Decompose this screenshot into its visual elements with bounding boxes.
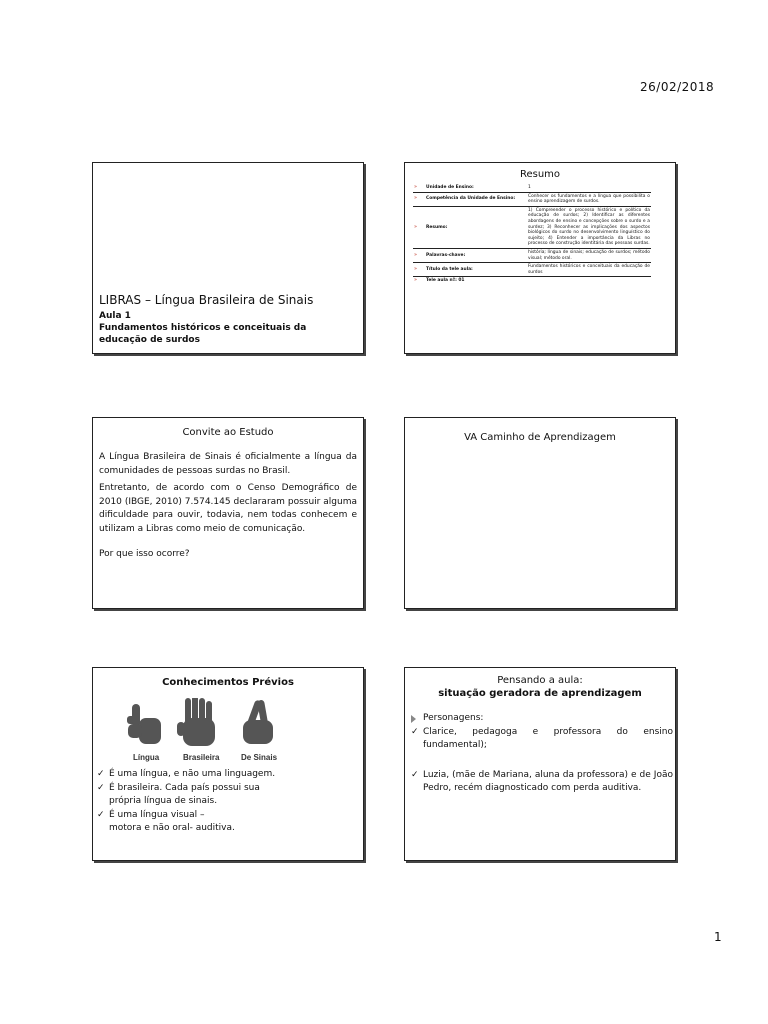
row-key: Tele aula nº: 01: [426, 278, 465, 284]
row-key: Título da tele aula:: [425, 263, 527, 277]
lesson-number: Aula 1: [99, 311, 131, 321]
row-value: [527, 277, 651, 285]
image-label: De Sinais: [241, 753, 278, 762]
image-label: Brasileira: [183, 753, 220, 762]
list-item: [97, 782, 337, 809]
slide-heading: Convite ao Estudo: [182, 427, 274, 438]
row-key: Palavras-chave:: [425, 248, 527, 262]
row-value: 1) Compreender o processo histórico e político da educação de surdos; 2) Identificar as diferentes abordagens de ensino e concepções sobre o surdo e a surdez; 3) Reconhecer as implicações dos aspectos biológicos do surdo no desenvolvimento linguístico do sujeito; 4) Entender a importância da Libras no processo de construção identitária das pessoas surdas.: [527, 206, 651, 248]
paragraph: A Língua Brasileira de Sinais é oficialmente a língua da comunidades de pessoas surdas no Brasil.: [99, 452, 357, 476]
heading-line: Pensando a aula:: [497, 675, 583, 686]
list-item-text: Clarice, pedagoga e professora do ensino fundamental);: [423, 726, 673, 750]
slide-subtitle: [99, 310, 329, 346]
page-number: 1: [714, 930, 722, 944]
row-key: Resumo:: [425, 206, 527, 248]
table-row: [413, 206, 651, 248]
slide-heading: Conhecimentos Prévios: [162, 677, 294, 688]
list-item: [97, 768, 337, 782]
row-value: 1: [527, 184, 651, 192]
paragraph: Por que isso ocorre?: [99, 549, 190, 559]
arrow-bullet-icon: »: [413, 192, 425, 206]
arrow-bullet-icon: »: [414, 277, 418, 284]
checkmark-icon: ✓: [97, 809, 105, 820]
slide-heading: VA Caminho de Aprendizagem: [464, 432, 616, 443]
slide-pensando: [404, 667, 676, 861]
lesson-subject: Fundamentos históricos e conceituais da educação de surdos: [99, 323, 307, 345]
list-item: [97, 809, 337, 836]
slide-heading: Resumo: [519, 169, 561, 180]
list-item-text: É uma língua visual – motora e não oral- auditiva.: [109, 809, 235, 833]
list-item: [411, 726, 673, 753]
summary-table: [413, 184, 651, 285]
table-row: [413, 184, 651, 192]
row-value: Conhecer os fundamentos e a língua que possibilita o ensino aprendizagem de surdos.: [527, 192, 651, 206]
arrow-bullet-icon: »: [413, 184, 425, 192]
table-row: [413, 277, 651, 285]
slide-body: [411, 712, 673, 812]
heading-line: situação geradora de aprendizagem: [438, 688, 642, 699]
row-key: Unidade de Ensino:: [425, 184, 527, 192]
table-row: [413, 263, 651, 277]
checkmark-icon: ✓: [97, 769, 105, 779]
list-item-text: Luzia, (mãe de Mariana, aluna da professora) e de João Pedro, recém diagnosticado com perda auditiva.: [423, 769, 673, 793]
slide-title-text: LIBRAS – Língua Brasileira de Sinais: [99, 293, 314, 307]
image-label: Língua: [133, 753, 160, 762]
list-item: [411, 712, 673, 726]
row-key: Competência da Unidade de Ensino:: [425, 192, 527, 206]
list-item-text: É brasileira. Cada país possui sua própria língua de sinais.: [109, 782, 260, 806]
slide-title: [92, 162, 364, 354]
slide-resumo: [404, 162, 676, 354]
checkmark-icon: ✓: [97, 782, 105, 793]
slide-caminho: [404, 417, 676, 609]
table-row: [413, 248, 651, 262]
row-value: história; língua de sinais; educação de surdos; método visual; método oral.: [527, 248, 651, 262]
list-item: [411, 769, 673, 796]
paragraph: Entretanto, de acordo com o Censo Demográfico de 2010 (IBGE, 2010) 7.574.145 declararam possuir alguma dificuldade para ouvir, todavia, nem todas conhecem e utilizam a Libras como meio de comunicação.: [99, 483, 357, 534]
slide-conhecimentos: [92, 667, 364, 861]
list-item-text: Personagens:: [423, 713, 484, 723]
slide-heading: [405, 674, 675, 700]
libras-hands-illustration: [115, 698, 285, 766]
checklist: [97, 768, 337, 836]
list-item-text: É uma língua, e não uma linguagem.: [109, 769, 276, 779]
arrow-bullet-icon: »: [413, 248, 425, 262]
arrow-bullet-icon: »: [413, 206, 425, 248]
checkmark-icon: ✓: [411, 769, 419, 780]
table-row: [413, 192, 651, 206]
row-value: Fundamentos históricos e conceituais da educação de surdos: [527, 263, 651, 277]
checkmark-icon: ✓: [411, 726, 419, 737]
arrow-bullet-icon: »: [413, 263, 425, 277]
slide-convite: [92, 417, 364, 609]
document-date: 26/02/2018: [640, 80, 715, 94]
slide-body: [99, 451, 357, 566]
